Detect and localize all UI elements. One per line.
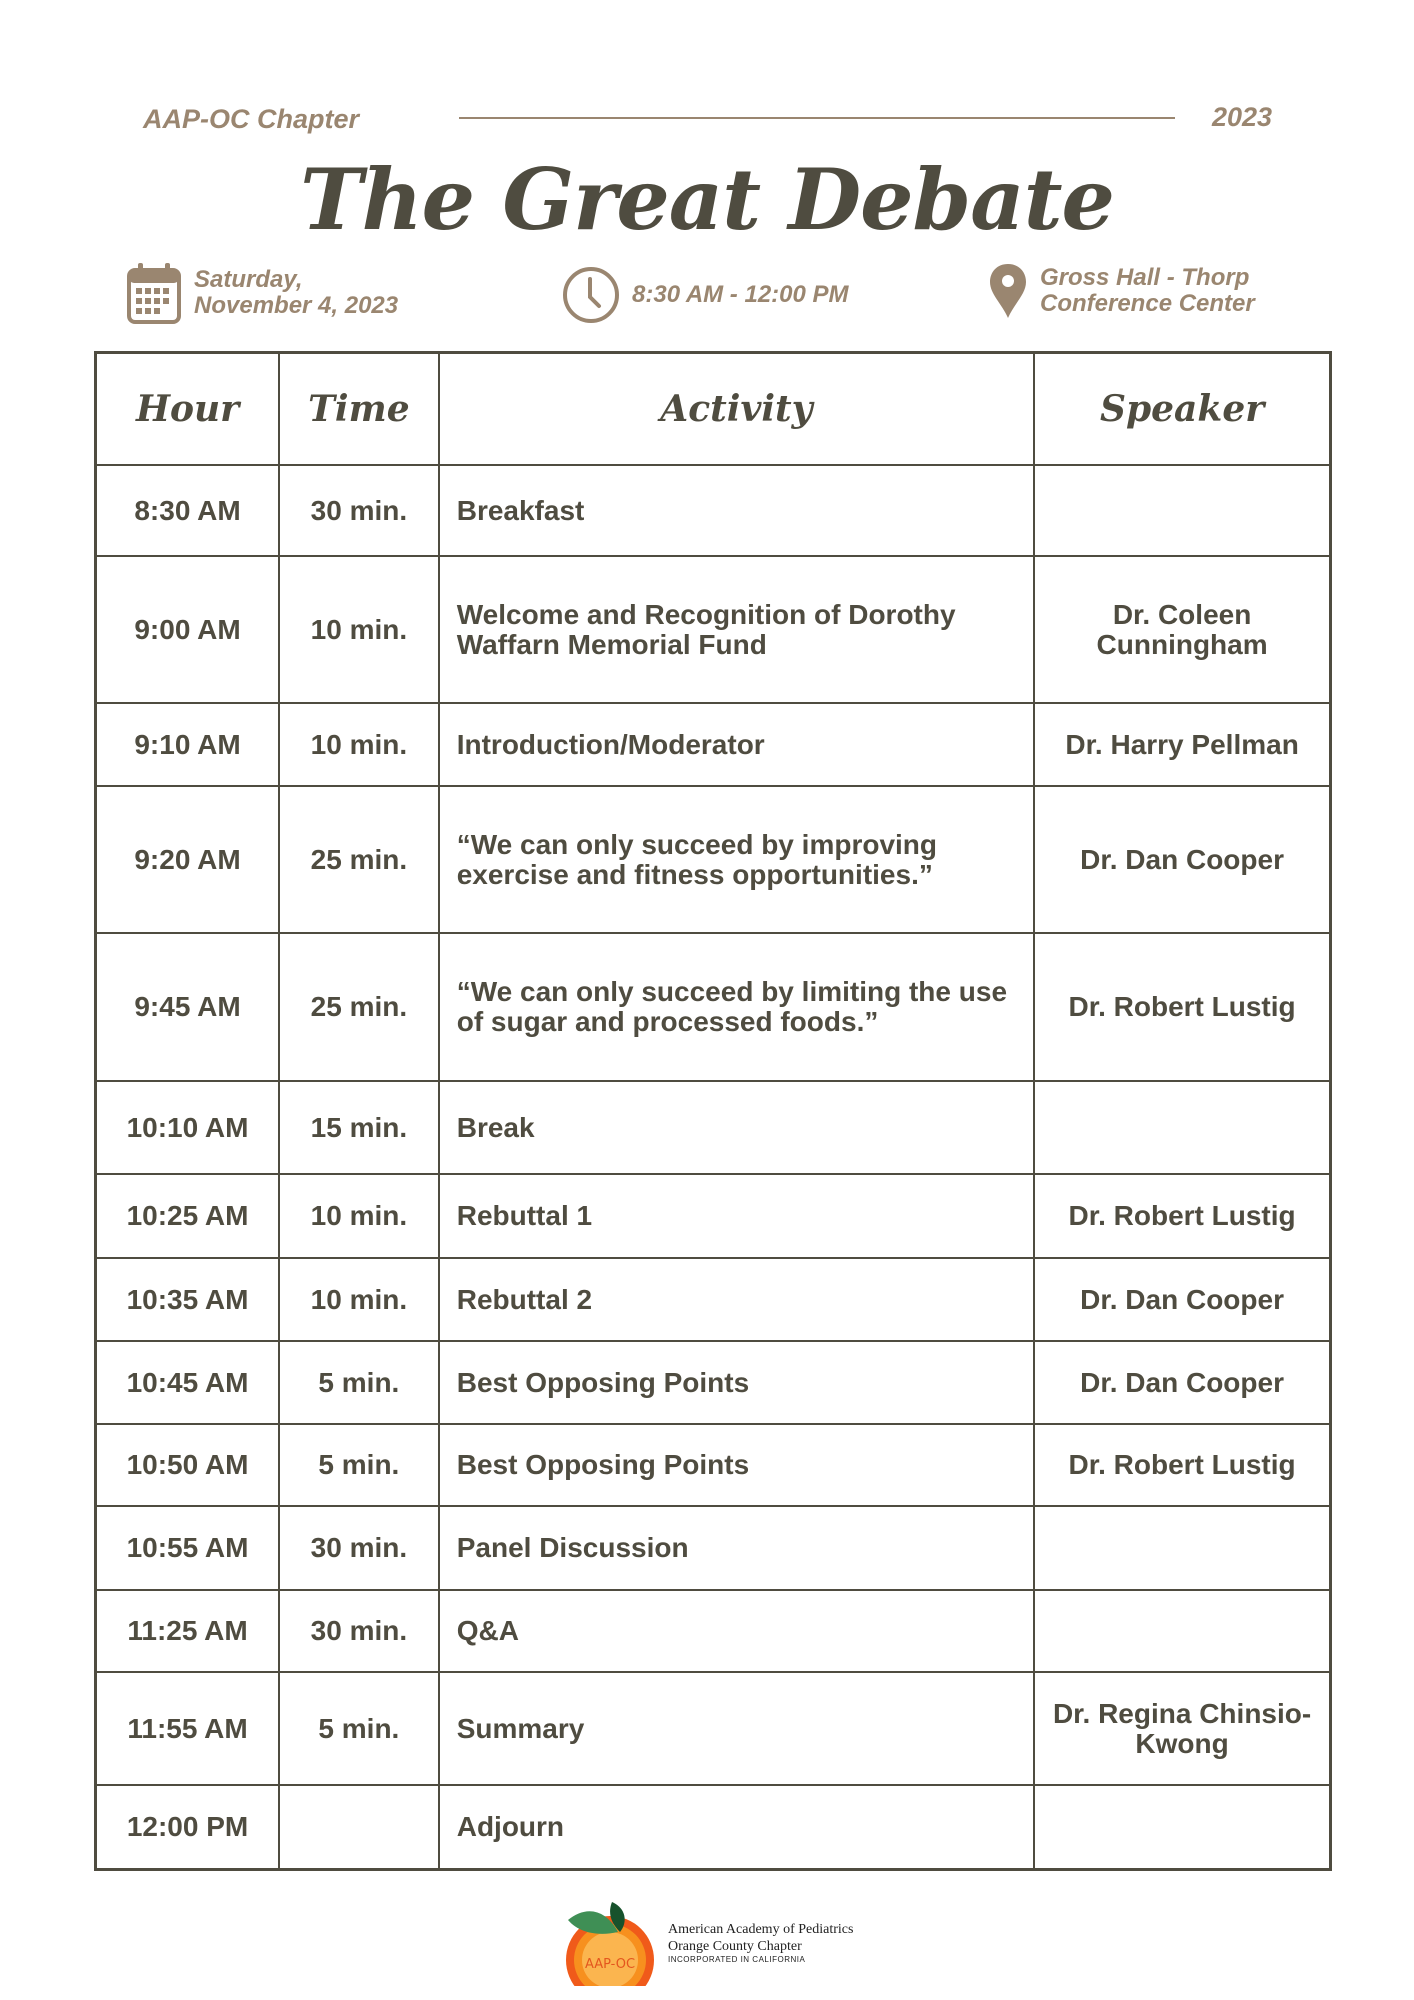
cell-activity: Break [439, 1081, 1034, 1174]
cell-activity: Best Opposing Points [439, 1424, 1034, 1506]
cell-activity: Breakfast [439, 465, 1034, 556]
clock-icon [562, 266, 620, 324]
cell-speaker: Dr. Harry Pellman [1034, 703, 1330, 786]
cell-speaker: Dr. Robert Lustig [1034, 933, 1330, 1081]
location-pin-icon [988, 262, 1028, 320]
cell-hour: 9:20 AM [96, 786, 280, 933]
cell-time [279, 1785, 439, 1869]
cell-activity: Adjourn [439, 1785, 1034, 1869]
cell-activity: Introduction/Moderator [439, 703, 1034, 786]
cell-speaker [1034, 1785, 1330, 1869]
cell-hour: 9:45 AM [96, 933, 280, 1081]
header-divider [459, 117, 1175, 119]
cell-speaker: Dr. Dan Cooper [1034, 786, 1330, 933]
cell-activity: “We can only succeed by limiting the use of sugar and processed foods.” [439, 933, 1034, 1081]
cell-time: 15 min. [279, 1081, 439, 1174]
cell-time: 10 min. [279, 1258, 439, 1341]
cell-speaker: Dr. Coleen Cunningham [1034, 556, 1330, 703]
cell-time: 5 min. [279, 1672, 439, 1785]
date-line2: November 4, 2023 [194, 292, 399, 319]
cell-hour: 10:25 AM [96, 1174, 280, 1258]
header-hour: Hour [96, 353, 280, 466]
cell-speaker: Dr. Regina Chinsio-Kwong [1034, 1672, 1330, 1785]
cell-activity: “We can only succeed by improving exercise and fitness opportunities.” [439, 786, 1034, 933]
table-row [96, 1341, 1331, 1424]
cell-hour: 10:10 AM [96, 1081, 280, 1174]
header-time: Time [279, 353, 439, 466]
table-row [96, 1785, 1331, 1869]
table-row [96, 1424, 1331, 1506]
aap-oc-orange-logo [560, 1898, 660, 1986]
svg-text:AAP-OC: AAP-OC [584, 1957, 636, 1972]
table-row [96, 1506, 1331, 1590]
cell-time: 25 min. [279, 933, 439, 1081]
table-row [96, 1081, 1331, 1174]
table-row [96, 556, 1331, 703]
cell-hour: 10:50 AM [96, 1424, 280, 1506]
event-location [988, 262, 1255, 320]
footer-line3: INCORPORATED IN CALIFORNIA [668, 1954, 806, 1964]
table-row [96, 703, 1331, 786]
agenda-table [94, 351, 1332, 1871]
cell-hour: 8:30 AM [96, 465, 280, 556]
table-row [96, 1174, 1331, 1258]
header-speaker: Speaker [1034, 353, 1330, 466]
cell-activity: Best Opposing Points [439, 1341, 1034, 1424]
cell-time: 5 min. [279, 1424, 439, 1506]
cell-time: 10 min. [279, 1174, 439, 1258]
cell-activity: Q&A [439, 1590, 1034, 1672]
table-row [96, 1590, 1331, 1672]
cell-time: 30 min. [279, 1506, 439, 1590]
date-line1: Saturday, [194, 266, 303, 293]
cell-speaker: Dr. Dan Cooper [1034, 1341, 1330, 1424]
cell-activity: Welcome and Recognition of Dorothy Waffarn Memorial Fund [439, 556, 1034, 703]
cell-hour: 9:00 AM [96, 556, 280, 703]
cell-activity: Rebuttal 1 [439, 1174, 1034, 1258]
cell-hour: 11:25 AM [96, 1590, 280, 1672]
table-row [96, 786, 1331, 933]
cell-hour: 10:45 AM [96, 1341, 280, 1424]
event-time [562, 266, 849, 324]
cell-hour: 12:00 PM [96, 1785, 280, 1869]
cell-speaker [1034, 1506, 1330, 1590]
cell-speaker: Dr. Robert Lustig [1034, 1174, 1330, 1258]
cell-activity: Summary [439, 1672, 1034, 1785]
footer-line1: American Academy of Pediatrics [668, 1921, 854, 1937]
cell-speaker [1034, 465, 1330, 556]
cell-hour: 10:35 AM [96, 1258, 280, 1341]
cell-hour: 10:55 AM [96, 1506, 280, 1590]
cell-activity: Panel Discussion [439, 1506, 1034, 1590]
page-title: The Great Debate [300, 150, 1114, 249]
event-date [126, 262, 398, 324]
cell-time: 25 min. [279, 786, 439, 933]
time-range: 8:30 AM - 12:00 PM [632, 281, 849, 308]
cell-speaker: Dr. Dan Cooper [1034, 1258, 1330, 1341]
cell-hour: 11:55 AM [96, 1672, 280, 1785]
cell-time: 30 min. [279, 1590, 439, 1672]
table-row [96, 465, 1331, 556]
table-row [96, 1258, 1331, 1341]
cell-speaker [1034, 1590, 1330, 1672]
calendar-icon [126, 262, 182, 324]
cell-time: 30 min. [279, 465, 439, 556]
footer-logo [560, 1898, 853, 1986]
cell-time: 5 min. [279, 1341, 439, 1424]
year-label: 2023 [1212, 102, 1273, 132]
header-activity: Activity [439, 353, 1034, 466]
location-line2: Conference Center [1040, 290, 1255, 317]
table-row [96, 933, 1331, 1081]
cell-hour: 9:10 AM [96, 703, 280, 786]
chapter-label: AAP-OC Chapter [143, 104, 360, 134]
cell-speaker: Dr. Robert Lustig [1034, 1424, 1330, 1506]
table-row [96, 1672, 1331, 1785]
cell-speaker [1034, 1081, 1330, 1174]
cell-time: 10 min. [279, 703, 439, 786]
location-line1: Gross Hall - Thorp [1040, 264, 1250, 291]
cell-activity: Rebuttal 2 [439, 1258, 1034, 1341]
footer-line2: Orange County Chapter [668, 1938, 802, 1954]
cell-time: 10 min. [279, 556, 439, 703]
